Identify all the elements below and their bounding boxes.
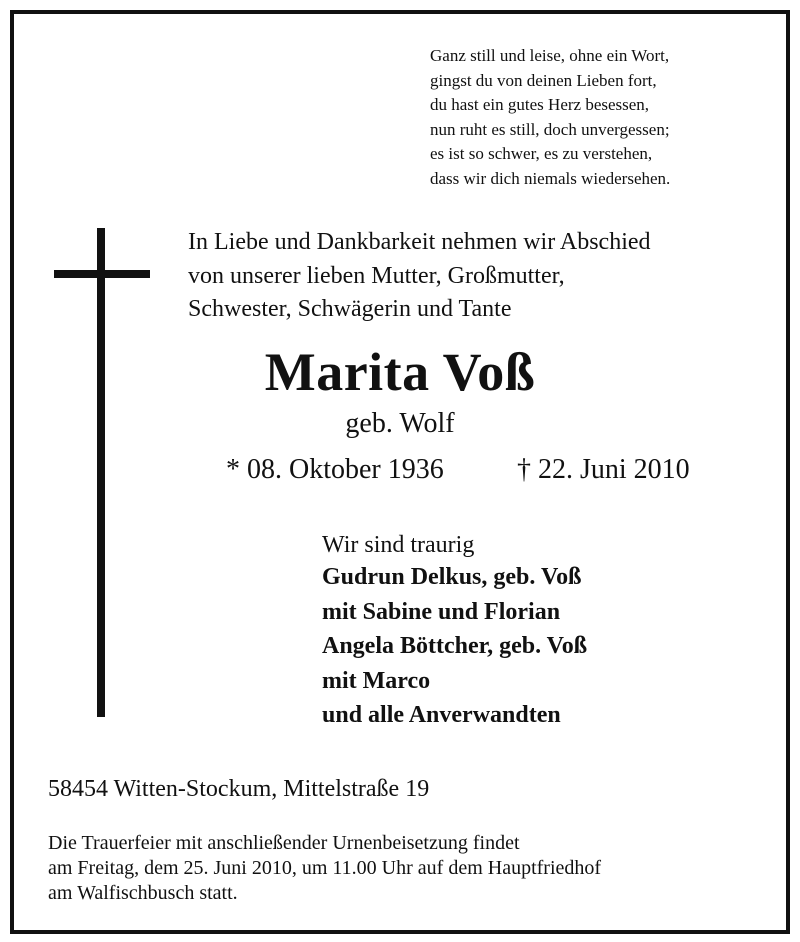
ceremony-line: am Freitag, dem 25. Juni 2010, um 11.00 Uhr auf dem Hauptfriedhof [48,857,602,879]
intro-text [188,226,651,327]
deceased-name: Marita Voß [264,342,536,402]
ceremony-line: am Walfischbusch statt. [48,882,238,904]
mourner-line: und alle Anverwandten [322,702,561,728]
cross-icon-bar [54,270,150,278]
intro-line: von unserer lieben Mutter, Großmutter, [188,262,565,289]
poem-line: Ganz still und leise, ohne ein Wort, [430,46,670,65]
ceremony-info [48,831,601,906]
mourner-line: Angela Böttcher, geb. Voß [322,633,588,659]
cross-icon [97,228,105,717]
mourner-line: mit Sabine und Florian [322,598,561,625]
mourners-lead: Wir sind traurig [322,532,475,558]
poem-line: dass wir dich niemals wiedersehen. [430,168,671,188]
poem-line: nun ruht es still, doch unvergessen; [430,119,670,139]
poem-line: es ist so schwer, es zu verstehen, [430,144,653,164]
poem [430,44,670,192]
ceremony-line: Die Trauerfeier mit anschließender Urnenbeisetzung findet [48,832,520,854]
mourner-line: Gudrun Delkus, geb. Voß [322,564,582,590]
death-date: † 22. Juni 2010 [517,454,690,485]
mourners-list [322,560,587,733]
intro-line: Schwester, Schwägerin und Tante [188,296,512,322]
poem-line: du hast ein gutes Herz besessen, [430,95,650,115]
birth-date: * 08. Oktober 1936 [226,454,444,485]
maiden-name: geb. Wolf [345,408,455,439]
mourner-line: mit Marco [322,667,431,694]
poem-line: gingst du von deinen Lieben fort, [430,70,657,90]
address: 58454 Witten-Stockum, Mittelstraße 19 [48,776,430,802]
intro-line: In Liebe und Dankbarkeit nehmen wir Abschied [188,229,651,255]
